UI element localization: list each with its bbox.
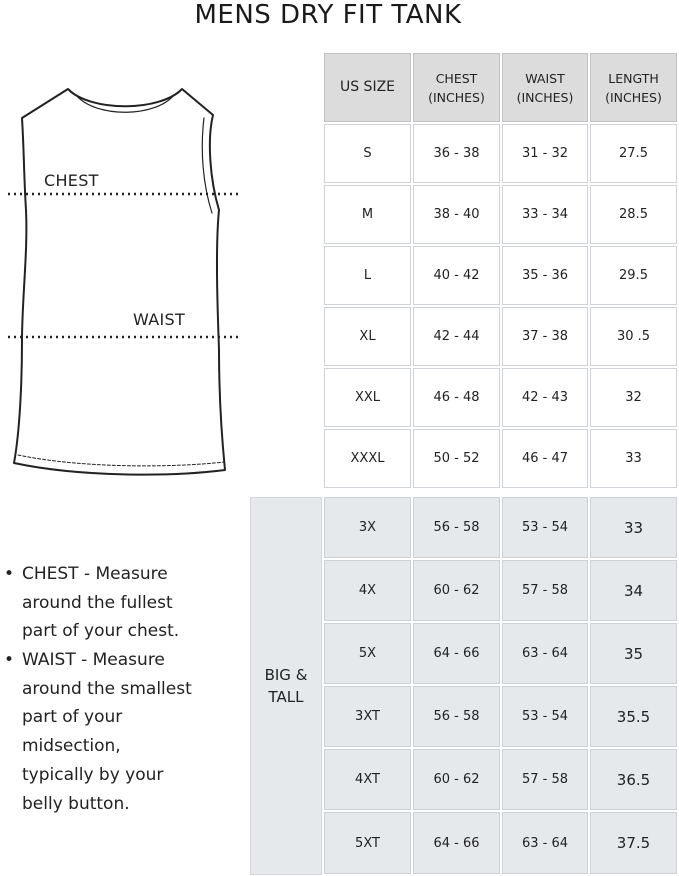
tip-line: CHEST - Measure — [22, 564, 168, 584]
chest-cell: 64 - 66 — [413, 812, 500, 874]
chest-cell: 40 - 42 — [413, 246, 500, 305]
tip-line: typically by your — [22, 764, 164, 785]
length-cell: 30 .5 — [590, 307, 677, 366]
tip-line: belly button. — [22, 793, 130, 814]
tip-line: midsection, — [22, 736, 121, 757]
length-cell: 37.5 — [590, 812, 677, 874]
tip-line: part of your — [22, 707, 123, 728]
header-chest — [413, 53, 500, 122]
tip-line: part of your chest. — [22, 621, 180, 642]
waist-cell: 35 - 36 — [502, 246, 588, 305]
size-cell: XL — [324, 307, 411, 366]
length-cell: 27.5 — [590, 124, 677, 183]
tip-line: WAIST - Measure — [22, 650, 165, 670]
size-cell: 4X — [324, 560, 411, 621]
header-chest-line1: CHEST — [435, 70, 478, 86]
waist-cell: 37 - 38 — [502, 307, 588, 366]
tank-top-diagram — [0, 80, 250, 480]
tank-top-outline — [14, 89, 225, 475]
size-cell: M — [324, 185, 411, 244]
header-chest-line2: (INCHES) — [428, 89, 485, 105]
size-cell: 5X — [324, 623, 411, 684]
big-and-tall-line2: TALL — [268, 688, 304, 706]
waist-cell: 57 - 58 — [502, 749, 588, 810]
bullet-icon: • — [4, 650, 15, 670]
size-cell: S — [324, 124, 411, 183]
size-cell: XXXL — [324, 429, 411, 488]
header-length-line1: LENGTH — [608, 70, 659, 86]
waist-cell: 42 - 43 — [502, 368, 588, 427]
size-cell: 5XT — [324, 812, 411, 874]
size-cell: 4XT — [324, 749, 411, 810]
tip-line: around the fullest — [22, 592, 173, 613]
chest-cell: 56 - 58 — [413, 686, 500, 747]
chest-cell: 38 - 40 — [413, 185, 500, 244]
size-cell: L — [324, 246, 411, 305]
waist-cell: 53 - 54 — [502, 686, 588, 747]
waist-tip — [0, 646, 240, 826]
chest-cell: 46 - 48 — [413, 368, 500, 427]
header-us-size: US SIZE — [324, 53, 411, 122]
size-cell: XXL — [324, 368, 411, 427]
waist-cell: 31 - 32 — [502, 124, 588, 183]
chest-cell: 60 - 62 — [413, 560, 500, 621]
waist-cell: 57 - 58 — [502, 560, 588, 621]
waist-cell: 46 - 47 — [502, 429, 588, 488]
length-cell: 34 — [590, 560, 677, 621]
length-cell: 29.5 — [590, 246, 677, 305]
header-length — [590, 53, 677, 122]
chest-diagram-label: CHEST — [44, 171, 99, 190]
chest-cell: 56 - 58 — [413, 497, 500, 558]
waist-diagram-label: WAIST — [133, 310, 186, 329]
waist-cell: 53 - 54 — [502, 497, 588, 558]
bullet-icon: • — [4, 564, 15, 584]
length-cell: 36.5 — [590, 749, 677, 810]
header-waist-line2: (INCHES) — [516, 89, 574, 105]
waist-cell: 63 - 64 — [502, 623, 588, 684]
length-cell: 33 — [590, 429, 677, 488]
chest-cell: 60 - 62 — [413, 749, 500, 810]
waist-cell: 63 - 64 — [502, 812, 588, 874]
header-waist-line1: WAIST — [525, 70, 565, 86]
length-cell: 33 — [590, 497, 677, 558]
header-length-line2: (INCHES) — [605, 89, 662, 105]
length-cell: 35 — [590, 623, 677, 684]
waist-cell: 33 - 34 — [502, 185, 588, 244]
chest-cell: 36 - 38 — [413, 124, 500, 183]
length-cell: 28.5 — [590, 185, 677, 244]
tip-line: around the smallest — [22, 678, 192, 699]
chest-tip — [0, 560, 240, 650]
size-cell: 3X — [324, 497, 411, 558]
length-cell: 35.5 — [590, 686, 677, 747]
big-and-tall-label — [250, 497, 322, 875]
length-cell: 32 — [590, 368, 677, 427]
chest-cell: 42 - 44 — [413, 307, 500, 366]
page-title: MENS DRY FIT TANK — [194, 0, 462, 30]
header-waist — [502, 53, 588, 122]
size-cell: 3XT — [324, 686, 411, 747]
big-and-tall-line1: BIG & — [264, 666, 308, 684]
chest-cell: 64 - 66 — [413, 623, 500, 684]
chest-cell: 50 - 52 — [413, 429, 500, 488]
